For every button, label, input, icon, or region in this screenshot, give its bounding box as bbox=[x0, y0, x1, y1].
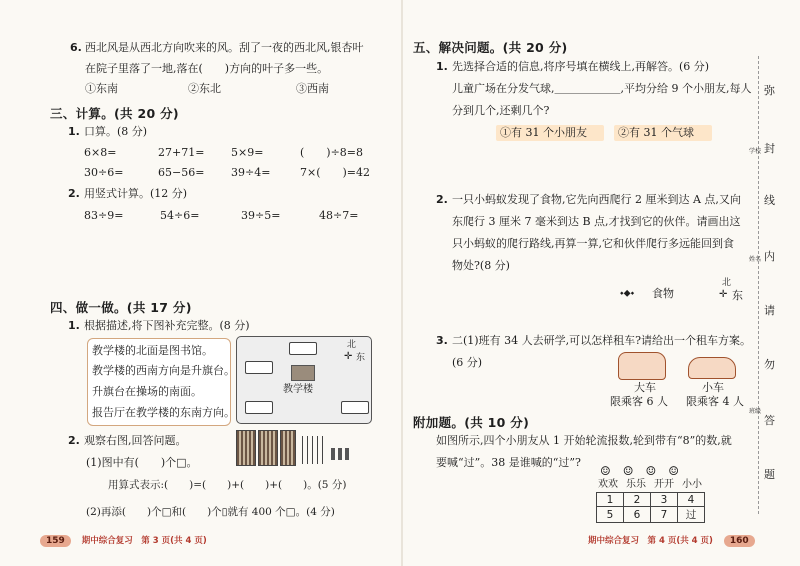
seal-char-1: 弥 bbox=[764, 84, 775, 97]
map-slot-southwest[interactable] bbox=[245, 401, 273, 414]
bonus-title: 附加题。(共 10 分) bbox=[413, 415, 530, 430]
oral-calc-4: ( )÷8=8 bbox=[300, 146, 364, 159]
side-label-school: 学校 bbox=[749, 148, 762, 155]
seal-char-6: 勿 bbox=[764, 358, 775, 371]
hundred-blocks-icon bbox=[236, 430, 296, 464]
table-cell: 7 bbox=[651, 507, 678, 523]
food-label: 食物 bbox=[652, 287, 674, 300]
sec5-q2-line3: 只小蚂蚁的爬行路线,再算一算,它和伙伴爬行多远能回到食 bbox=[452, 237, 734, 250]
left-footer-text: 期中综合复习 第 3 页(共 4 页) bbox=[81, 536, 207, 546]
sec5-q3-number: 3. bbox=[436, 334, 448, 347]
section5-title: 五、解决问题。(共 20 分) bbox=[413, 40, 568, 55]
big-bus-label: 大车 bbox=[634, 381, 656, 394]
vertical-calc-2: 54÷6= bbox=[160, 209, 200, 222]
sec4-q2-number: 2. bbox=[68, 434, 80, 447]
sec5-q3-line2: (6 分) bbox=[452, 356, 483, 369]
right-footer bbox=[588, 534, 755, 550]
sec5-q1-option2[interactable]: ②有 31 个气球 bbox=[618, 126, 694, 139]
left-footer bbox=[40, 534, 207, 550]
sec4-q2-label: 观察右图,回答问题。 bbox=[84, 434, 187, 447]
q6-text-line1: 西北风是从西北方向吹来的风。刮了一夜的西北风,银杏叶 bbox=[85, 41, 364, 54]
vertical-calc-1: 83÷9= bbox=[84, 209, 124, 222]
map-slot-west[interactable] bbox=[245, 361, 273, 374]
vertical-calc-3: 39÷5= bbox=[241, 209, 281, 222]
ant-food-icon: ⬩⬥⬩ bbox=[620, 288, 635, 299]
side-label-class: 班级 bbox=[749, 408, 762, 415]
sec5-q1-number: 1. bbox=[436, 60, 448, 73]
school-building-icon bbox=[291, 365, 315, 381]
q2-compass-north: 北 bbox=[722, 278, 732, 288]
sec4-q2-sub1: (1)图中有( )个□。 bbox=[86, 456, 198, 469]
oral-calc-5: 30÷6= bbox=[84, 166, 124, 179]
left-page-number: 159 bbox=[40, 535, 71, 547]
right-footer-text: 期中综合复习 第 4 页(共 4 页) bbox=[588, 536, 713, 546]
sec5-q2-line1: 一只小蚂蚁发现了食物,它先向西爬行 2 厘米到达 A 点,又向 bbox=[452, 193, 741, 206]
sec4-q1-label: 根据描述,将下图补充完整。(8 分) bbox=[84, 319, 250, 332]
sec5-q2-number: 2. bbox=[436, 193, 448, 206]
small-car-icon bbox=[688, 357, 736, 379]
map-slot-southeast[interactable] bbox=[341, 401, 369, 414]
bonus-line1: 如图所示,四个小朋友从 1 开始轮流报数,轮到带有“8”的数,就 bbox=[436, 434, 732, 447]
sec5-q3-line1: 二(1)班有 34 人去研学,可以怎样租车?请给出一个租车方案。 bbox=[452, 334, 751, 347]
seal-char-2: 封 bbox=[764, 142, 775, 155]
seal-char-5: 请 bbox=[764, 304, 775, 317]
sec5-q1-option1[interactable]: ①有 31 个小朋友 bbox=[500, 126, 587, 139]
oral-calc-2: 27+71= bbox=[158, 146, 205, 159]
sec3-q2-number: 2. bbox=[68, 187, 80, 200]
ten-rods-icon bbox=[302, 436, 326, 464]
unit-cubes-icon bbox=[331, 448, 351, 460]
seal-line bbox=[758, 56, 760, 514]
description-1: 教学楼的北面是图书馆。 bbox=[92, 344, 213, 357]
table-row bbox=[597, 507, 705, 523]
q2-compass-icon: ✛ bbox=[719, 289, 728, 300]
compass-east: 东 bbox=[356, 353, 366, 363]
side-label-name: 姓名 bbox=[749, 256, 762, 263]
sec4-q1-number: 1. bbox=[68, 319, 80, 332]
child-name-3: 开开 bbox=[654, 479, 674, 490]
table-cell: 5 bbox=[597, 507, 624, 523]
small-car-capacity: 限乘客 4 人 bbox=[686, 395, 744, 408]
table-cell: 过 bbox=[678, 507, 705, 523]
table-row bbox=[597, 493, 705, 507]
oral-calc-1: 6×8= bbox=[84, 146, 117, 159]
section3-title: 三、计算。(共 20 分) bbox=[50, 106, 179, 121]
sec5-q2-line4: 物处?(8 分) bbox=[452, 259, 510, 272]
oral-calc-7: 39÷4= bbox=[231, 166, 271, 179]
sec5-q1-line1: 先选择合适的信息,将序号填在横线上,再解答。(6 分) bbox=[452, 60, 710, 73]
map-center-label: 教学楼 bbox=[283, 384, 313, 395]
sec4-q2-sub1-expr: 用算式表示:( )=( )+( )+( )。(5 分) bbox=[108, 479, 347, 491]
q6-option-3[interactable]: ③西南 bbox=[296, 82, 329, 95]
small-car-label: 小车 bbox=[702, 381, 724, 394]
table-cell: 1 bbox=[597, 493, 624, 507]
map-slot-north[interactable] bbox=[289, 342, 317, 355]
table-cell: 6 bbox=[624, 507, 651, 523]
child-name-2: 乐乐 bbox=[626, 479, 646, 490]
oral-calc-8: 7×( )=42 bbox=[300, 166, 371, 179]
oral-calc-6: 65−56= bbox=[158, 166, 205, 179]
seal-char-4: 内 bbox=[764, 250, 775, 263]
sec3-q2-label: 用竖式计算。(12 分) bbox=[84, 187, 188, 200]
seal-char-8: 题 bbox=[764, 468, 775, 481]
q6-option-2[interactable]: ②东北 bbox=[188, 82, 221, 95]
child-name-4: 小小 bbox=[682, 479, 702, 490]
sec3-q1-label: 口算。(8 分) bbox=[84, 125, 148, 138]
q2-compass-east: 东 bbox=[732, 289, 743, 302]
q6-number: 6. bbox=[70, 41, 82, 54]
description-4: 报告厅在教学楼的东南方向。 bbox=[92, 406, 235, 419]
sec4-q2-sub2: (2)再添( )个□和( )个▯就有 400 个□。(4 分) bbox=[86, 506, 335, 518]
bonus-line2: 要喊“过”。38 是谁喊的“过”? bbox=[436, 456, 581, 469]
sec5-q2-line2: 东爬行 3 厘米 7 毫米到达 B 点,才找到它的伙伴。请画出这 bbox=[452, 215, 741, 228]
sec3-q1-number: 1. bbox=[68, 125, 80, 138]
oral-calc-3: 5×9= bbox=[231, 146, 264, 159]
sec5-q1-line2: 儿童广场在分发气球,＿＿＿＿＿＿,平均分给 9 个小朋友,每人 bbox=[452, 82, 752, 95]
big-bus-capacity: 限乘客 6 人 bbox=[610, 395, 668, 408]
q6-text-line2: 在院子里落了一地,落在( )方向的叶子多一些。 bbox=[85, 62, 329, 75]
child-avatar-icons: ☺ ☺ ☺ ☺ bbox=[600, 464, 680, 478]
sec5-q1-line3: 分到几个,还剩几个? bbox=[452, 104, 550, 117]
section4-title: 四、做一做。(共 17 分) bbox=[50, 300, 192, 315]
table-cell: 4 bbox=[678, 493, 705, 507]
table-cell: 2 bbox=[624, 493, 651, 507]
compass-north: 北 bbox=[347, 340, 357, 350]
seal-char-7: 答 bbox=[764, 414, 775, 427]
vertical-calc-4: 48÷7= bbox=[319, 209, 359, 222]
count-table bbox=[596, 492, 705, 523]
seal-char-3: 线 bbox=[764, 194, 775, 207]
right-page-number: 160 bbox=[724, 535, 755, 547]
description-3: 升旗台在操场的南面。 bbox=[92, 385, 202, 398]
page-gutter bbox=[401, 0, 403, 566]
q6-option-1[interactable]: ①东南 bbox=[85, 82, 118, 95]
table-cell: 3 bbox=[651, 493, 678, 507]
compass-cross-icon: ✛ bbox=[344, 351, 353, 362]
description-2: 教学楼的西南方向是升旗台。 bbox=[92, 364, 235, 377]
child-name-1: 欢欢 bbox=[598, 479, 618, 490]
big-bus-icon bbox=[618, 352, 666, 380]
